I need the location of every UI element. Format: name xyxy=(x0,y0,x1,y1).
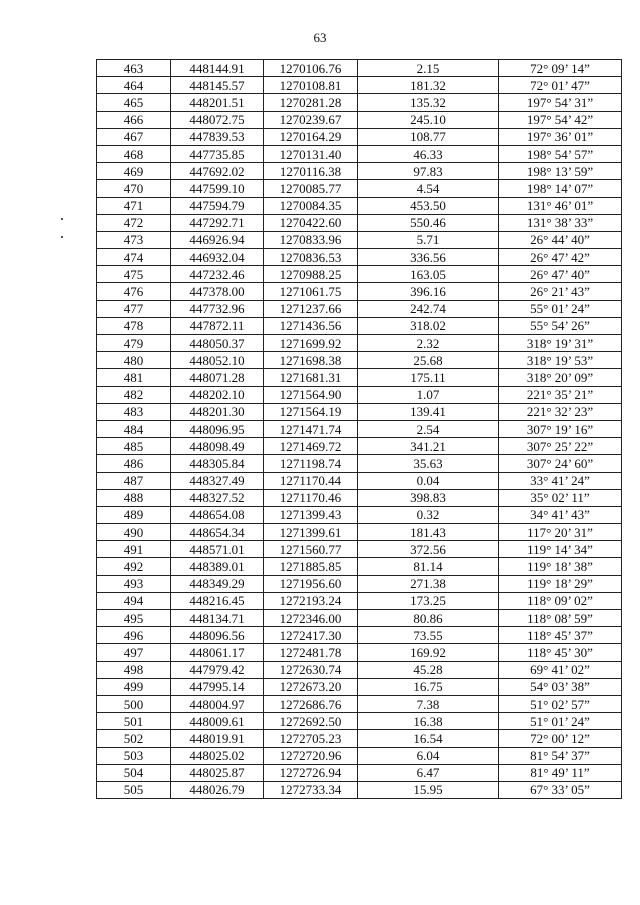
table-row xyxy=(97,627,622,644)
coordinates-table-body xyxy=(97,60,622,799)
table-row xyxy=(97,524,622,541)
point-number-cell: 498 xyxy=(97,661,171,678)
table-row xyxy=(97,781,622,798)
point-number-cell: 472 xyxy=(97,214,171,231)
distance-cell: 341.21 xyxy=(358,438,499,455)
point-number-cell: 494 xyxy=(97,592,171,609)
point-number-cell: 473 xyxy=(97,231,171,248)
y-coordinate-cell: 1270281.28 xyxy=(264,94,358,111)
bearing-cell: 26° 21’ 43” xyxy=(499,283,622,300)
table-row xyxy=(97,214,622,231)
distance-cell: 5.71 xyxy=(358,231,499,248)
x-coordinate-cell: 448096.56 xyxy=(171,627,264,644)
point-number-cell: 474 xyxy=(97,249,171,266)
bearing-cell: 51° 01’ 24” xyxy=(499,713,622,730)
distance-cell: 0.04 xyxy=(358,472,499,489)
distance-cell: 181.32 xyxy=(358,77,499,94)
x-coordinate-cell: 448025.87 xyxy=(171,764,264,781)
bearing-cell: 118° 45’ 30” xyxy=(499,644,622,661)
bearing-cell: 69° 41’ 02” xyxy=(499,661,622,678)
table-row xyxy=(97,644,622,661)
point-number-cell: 481 xyxy=(97,369,171,386)
bearing-cell: 54° 03’ 38” xyxy=(499,678,622,695)
bearing-cell: 307° 19’ 16” xyxy=(499,420,622,437)
x-coordinate-cell: 448134.71 xyxy=(171,610,264,627)
distance-cell: 16.54 xyxy=(358,730,499,747)
y-coordinate-cell: 1271681.31 xyxy=(264,369,358,386)
y-coordinate-cell: 1271170.44 xyxy=(264,472,358,489)
bearing-cell: 198° 13’ 59” xyxy=(499,163,622,180)
point-number-cell: 497 xyxy=(97,644,171,661)
x-coordinate-cell: 448096.95 xyxy=(171,420,264,437)
bearing-cell: 118° 08’ 59” xyxy=(499,610,622,627)
table-row xyxy=(97,197,622,214)
point-number-cell: 476 xyxy=(97,283,171,300)
distance-cell: 46.33 xyxy=(358,145,499,162)
distance-cell: 336.56 xyxy=(358,249,499,266)
table-row xyxy=(97,661,622,678)
table-row xyxy=(97,678,622,695)
table-row xyxy=(97,386,622,403)
x-coordinate-cell: 448571.01 xyxy=(171,541,264,558)
x-coordinate-cell: 448349.29 xyxy=(171,575,264,592)
x-coordinate-cell: 448098.49 xyxy=(171,438,264,455)
bearing-cell: 118° 45’ 37” xyxy=(499,627,622,644)
x-coordinate-cell: 447692.02 xyxy=(171,163,264,180)
distance-cell: 139.41 xyxy=(358,403,499,420)
x-coordinate-cell: 448202.10 xyxy=(171,386,264,403)
distance-cell: 45.28 xyxy=(358,661,499,678)
y-coordinate-cell: 1270422.60 xyxy=(264,214,358,231)
bearing-cell: 318° 20’ 09” xyxy=(499,369,622,386)
y-coordinate-cell: 1270833.96 xyxy=(264,231,358,248)
table-row xyxy=(97,283,622,300)
x-coordinate-cell: 448009.61 xyxy=(171,713,264,730)
table-row xyxy=(97,180,622,197)
table-row xyxy=(97,266,622,283)
distance-cell: 550.46 xyxy=(358,214,499,231)
table-row xyxy=(97,94,622,111)
distance-cell: 398.83 xyxy=(358,489,499,506)
table-row xyxy=(97,420,622,437)
y-coordinate-cell: 1271956.60 xyxy=(264,575,358,592)
point-number-cell: 490 xyxy=(97,524,171,541)
table-row xyxy=(97,730,622,747)
y-coordinate-cell: 1270108.81 xyxy=(264,77,358,94)
y-coordinate-cell: 1272720.96 xyxy=(264,747,358,764)
point-number-cell: 467 xyxy=(97,128,171,145)
x-coordinate-cell: 447732.96 xyxy=(171,300,264,317)
bearing-cell: 198° 14’ 07” xyxy=(499,180,622,197)
distance-cell: 6.04 xyxy=(358,747,499,764)
x-coordinate-cell: 447839.53 xyxy=(171,128,264,145)
bearing-cell: 118° 09’ 02” xyxy=(499,592,622,609)
point-number-cell: 466 xyxy=(97,111,171,128)
bearing-cell: 221° 32’ 23” xyxy=(499,403,622,420)
bearing-cell: 67° 33’ 05” xyxy=(499,781,622,798)
x-coordinate-cell: 447599.10 xyxy=(171,180,264,197)
x-coordinate-cell: 447995.14 xyxy=(171,678,264,695)
table-row xyxy=(97,231,622,248)
distance-cell: 2.15 xyxy=(358,60,499,77)
y-coordinate-cell: 1270084.35 xyxy=(264,197,358,214)
distance-cell: 108.77 xyxy=(358,128,499,145)
bearing-cell: 51° 02’ 57” xyxy=(499,695,622,712)
bearing-cell: 26° 44’ 40” xyxy=(499,231,622,248)
x-coordinate-cell: 447292.71 xyxy=(171,214,264,231)
x-coordinate-cell: 448071.28 xyxy=(171,369,264,386)
bearing-cell: 197° 36’ 01” xyxy=(499,128,622,145)
distance-cell: 181.43 xyxy=(358,524,499,541)
bearing-cell: 72° 01’ 47” xyxy=(499,77,622,94)
x-coordinate-cell: 448004.97 xyxy=(171,695,264,712)
y-coordinate-cell: 1272346.00 xyxy=(264,610,358,627)
point-number-cell: 493 xyxy=(97,575,171,592)
bearing-cell: 131° 46’ 01” xyxy=(499,197,622,214)
table-row xyxy=(97,403,622,420)
point-number-cell: 475 xyxy=(97,266,171,283)
x-coordinate-cell: 448216.45 xyxy=(171,592,264,609)
y-coordinate-cell: 1270085.77 xyxy=(264,180,358,197)
point-number-cell: 471 xyxy=(97,197,171,214)
distance-cell: 35.63 xyxy=(358,455,499,472)
distance-cell: 0.32 xyxy=(358,506,499,523)
table-row xyxy=(97,713,622,730)
y-coordinate-cell: 1271564.19 xyxy=(264,403,358,420)
y-coordinate-cell: 1270836.53 xyxy=(264,249,358,266)
bearing-cell: 307° 25’ 22” xyxy=(499,438,622,455)
distance-cell: 16.75 xyxy=(358,678,499,695)
distance-cell: 16.38 xyxy=(358,713,499,730)
distance-cell: 175.11 xyxy=(358,369,499,386)
y-coordinate-cell: 1270131.40 xyxy=(264,145,358,162)
distance-cell: 6.47 xyxy=(358,764,499,781)
y-coordinate-cell: 1271237.66 xyxy=(264,300,358,317)
point-number-cell: 488 xyxy=(97,489,171,506)
point-number-cell: 491 xyxy=(97,541,171,558)
margin-mark xyxy=(61,236,63,238)
x-coordinate-cell: 446932.04 xyxy=(171,249,264,266)
distance-cell: 15.95 xyxy=(358,781,499,798)
x-coordinate-cell: 447735.85 xyxy=(171,145,264,162)
table-row xyxy=(97,335,622,352)
x-coordinate-cell: 447232.46 xyxy=(171,266,264,283)
bearing-cell: 318° 19’ 53” xyxy=(499,352,622,369)
bearing-cell: 221° 35’ 21” xyxy=(499,386,622,403)
point-number-cell: 489 xyxy=(97,506,171,523)
point-number-cell: 477 xyxy=(97,300,171,317)
point-number-cell: 463 xyxy=(97,60,171,77)
table-row xyxy=(97,111,622,128)
table-row xyxy=(97,558,622,575)
point-number-cell: 504 xyxy=(97,764,171,781)
point-number-cell: 484 xyxy=(97,420,171,437)
table-row xyxy=(97,695,622,712)
point-number-cell: 480 xyxy=(97,352,171,369)
bearing-cell: 197° 54’ 42” xyxy=(499,111,622,128)
y-coordinate-cell: 1272726.94 xyxy=(264,764,358,781)
table-row xyxy=(97,77,622,94)
distance-cell: 372.56 xyxy=(358,541,499,558)
y-coordinate-cell: 1271471.74 xyxy=(264,420,358,437)
bearing-cell: 81° 54’ 37” xyxy=(499,747,622,764)
table-row xyxy=(97,317,622,334)
table-row xyxy=(97,369,622,386)
distance-cell: 173.25 xyxy=(358,592,499,609)
x-coordinate-cell: 448201.51 xyxy=(171,94,264,111)
table-row xyxy=(97,610,622,627)
y-coordinate-cell: 1270239.67 xyxy=(264,111,358,128)
table-row xyxy=(97,145,622,162)
table-row xyxy=(97,747,622,764)
margin-mark xyxy=(61,218,63,220)
y-coordinate-cell: 1272481.78 xyxy=(264,644,358,661)
distance-cell: 245.10 xyxy=(358,111,499,128)
table-row xyxy=(97,300,622,317)
bearing-cell: 34° 41’ 43” xyxy=(499,506,622,523)
bearing-cell: 26° 47’ 40” xyxy=(499,266,622,283)
x-coordinate-cell: 448145.57 xyxy=(171,77,264,94)
table-row xyxy=(97,249,622,266)
y-coordinate-cell: 1271469.72 xyxy=(264,438,358,455)
distance-cell: 318.02 xyxy=(358,317,499,334)
x-coordinate-cell: 448305.84 xyxy=(171,455,264,472)
bearing-cell: 119° 18’ 29” xyxy=(499,575,622,592)
y-coordinate-cell: 1270988.25 xyxy=(264,266,358,283)
table-row xyxy=(97,60,622,77)
distance-cell: 1.07 xyxy=(358,386,499,403)
bearing-cell: 131° 38’ 33” xyxy=(499,214,622,231)
table-row xyxy=(97,455,622,472)
y-coordinate-cell: 1271699.92 xyxy=(264,335,358,352)
bearing-cell: 119° 18’ 38” xyxy=(499,558,622,575)
x-coordinate-cell: 448072.75 xyxy=(171,111,264,128)
x-coordinate-cell: 448389.01 xyxy=(171,558,264,575)
bearing-cell: 55° 54’ 26” xyxy=(499,317,622,334)
bearing-cell: 197° 54’ 31” xyxy=(499,94,622,111)
distance-cell: 4.54 xyxy=(358,180,499,197)
page-number: 63 xyxy=(313,30,327,45)
distance-cell: 163.05 xyxy=(358,266,499,283)
bearing-cell: 72° 00’ 12” xyxy=(499,730,622,747)
bearing-cell: 55° 01’ 24” xyxy=(499,300,622,317)
y-coordinate-cell: 1272193.24 xyxy=(264,592,358,609)
bearing-cell: 117° 20’ 31” xyxy=(499,524,622,541)
table-row xyxy=(97,438,622,455)
table-row xyxy=(97,541,622,558)
x-coordinate-cell: 448201.30 xyxy=(171,403,264,420)
distance-cell: 73.55 xyxy=(358,627,499,644)
table-row xyxy=(97,764,622,781)
x-coordinate-cell: 448052.10 xyxy=(171,352,264,369)
bearing-cell: 198° 54’ 57” xyxy=(499,145,622,162)
y-coordinate-cell: 1271399.43 xyxy=(264,506,358,523)
point-number-cell: 468 xyxy=(97,145,171,162)
table-row xyxy=(97,128,622,145)
y-coordinate-cell: 1272417.30 xyxy=(264,627,358,644)
y-coordinate-cell: 1271170.46 xyxy=(264,489,358,506)
table-row xyxy=(97,472,622,489)
distance-cell: 2.32 xyxy=(358,335,499,352)
y-coordinate-cell: 1271198.74 xyxy=(264,455,358,472)
x-coordinate-cell: 448025.02 xyxy=(171,747,264,764)
x-coordinate-cell: 446926.94 xyxy=(171,231,264,248)
y-coordinate-cell: 1272673.20 xyxy=(264,678,358,695)
y-coordinate-cell: 1272686.76 xyxy=(264,695,358,712)
point-number-cell: 503 xyxy=(97,747,171,764)
point-number-cell: 495 xyxy=(97,610,171,627)
point-number-cell: 492 xyxy=(97,558,171,575)
point-number-cell: 465 xyxy=(97,94,171,111)
table-row xyxy=(97,575,622,592)
point-number-cell: 469 xyxy=(97,163,171,180)
x-coordinate-cell: 447378.00 xyxy=(171,283,264,300)
table-row xyxy=(97,163,622,180)
x-coordinate-cell: 448050.37 xyxy=(171,335,264,352)
distance-cell: 271.38 xyxy=(358,575,499,592)
distance-cell: 242.74 xyxy=(358,300,499,317)
y-coordinate-cell: 1270116.38 xyxy=(264,163,358,180)
y-coordinate-cell: 1272692.50 xyxy=(264,713,358,730)
distance-cell: 81.14 xyxy=(358,558,499,575)
bearing-cell: 81° 49’ 11” xyxy=(499,764,622,781)
x-coordinate-cell: 448019.91 xyxy=(171,730,264,747)
table-row xyxy=(97,506,622,523)
point-number-cell: 479 xyxy=(97,335,171,352)
y-coordinate-cell: 1271560.77 xyxy=(264,541,358,558)
point-number-cell: 486 xyxy=(97,455,171,472)
x-coordinate-cell: 448654.34 xyxy=(171,524,264,541)
point-number-cell: 487 xyxy=(97,472,171,489)
point-number-cell: 482 xyxy=(97,386,171,403)
table-row xyxy=(97,489,622,506)
distance-cell: 7.38 xyxy=(358,695,499,712)
point-number-cell: 485 xyxy=(97,438,171,455)
x-coordinate-cell: 448144.91 xyxy=(171,60,264,77)
bearing-cell: 307° 24’ 60” xyxy=(499,455,622,472)
y-coordinate-cell: 1270164.29 xyxy=(264,128,358,145)
y-coordinate-cell: 1271399.61 xyxy=(264,524,358,541)
point-number-cell: 496 xyxy=(97,627,171,644)
distance-cell: 135.32 xyxy=(358,94,499,111)
point-number-cell: 500 xyxy=(97,695,171,712)
distance-cell: 169.92 xyxy=(358,644,499,661)
x-coordinate-cell: 447979.42 xyxy=(171,661,264,678)
distance-cell: 25.68 xyxy=(358,352,499,369)
y-coordinate-cell: 1272733.34 xyxy=(264,781,358,798)
x-coordinate-cell: 448327.49 xyxy=(171,472,264,489)
coordinates-table xyxy=(96,59,622,799)
y-coordinate-cell: 1271698.38 xyxy=(264,352,358,369)
point-number-cell: 501 xyxy=(97,713,171,730)
bearing-cell: 26° 47’ 42” xyxy=(499,249,622,266)
point-number-cell: 483 xyxy=(97,403,171,420)
bearing-cell: 119° 14’ 34” xyxy=(499,541,622,558)
x-coordinate-cell: 447594.79 xyxy=(171,197,264,214)
point-number-cell: 502 xyxy=(97,730,171,747)
y-coordinate-cell: 1272630.74 xyxy=(264,661,358,678)
point-number-cell: 470 xyxy=(97,180,171,197)
bearing-cell: 35° 02’ 11” xyxy=(499,489,622,506)
bearing-cell: 72° 09’ 14” xyxy=(499,60,622,77)
y-coordinate-cell: 1271436.56 xyxy=(264,317,358,334)
x-coordinate-cell: 448327.52 xyxy=(171,489,264,506)
point-number-cell: 505 xyxy=(97,781,171,798)
y-coordinate-cell: 1270106.76 xyxy=(264,60,358,77)
distance-cell: 80.86 xyxy=(358,610,499,627)
y-coordinate-cell: 1271061.75 xyxy=(264,283,358,300)
distance-cell: 97.83 xyxy=(358,163,499,180)
distance-cell: 396.16 xyxy=(358,283,499,300)
y-coordinate-cell: 1272705.23 xyxy=(264,730,358,747)
table-row xyxy=(97,592,622,609)
distance-cell: 2.54 xyxy=(358,420,499,437)
x-coordinate-cell: 448654.08 xyxy=(171,506,264,523)
bearing-cell: 33° 41’ 24” xyxy=(499,472,622,489)
distance-cell: 453.50 xyxy=(358,197,499,214)
y-coordinate-cell: 1271564.90 xyxy=(264,386,358,403)
x-coordinate-cell: 448061.17 xyxy=(171,644,264,661)
point-number-cell: 499 xyxy=(97,678,171,695)
table-row xyxy=(97,352,622,369)
x-coordinate-cell: 448026.79 xyxy=(171,781,264,798)
x-coordinate-cell: 447872.11 xyxy=(171,317,264,334)
point-number-cell: 478 xyxy=(97,317,171,334)
bearing-cell: 318° 19’ 31” xyxy=(499,335,622,352)
point-number-cell: 464 xyxy=(97,77,171,94)
y-coordinate-cell: 1271885.85 xyxy=(264,558,358,575)
